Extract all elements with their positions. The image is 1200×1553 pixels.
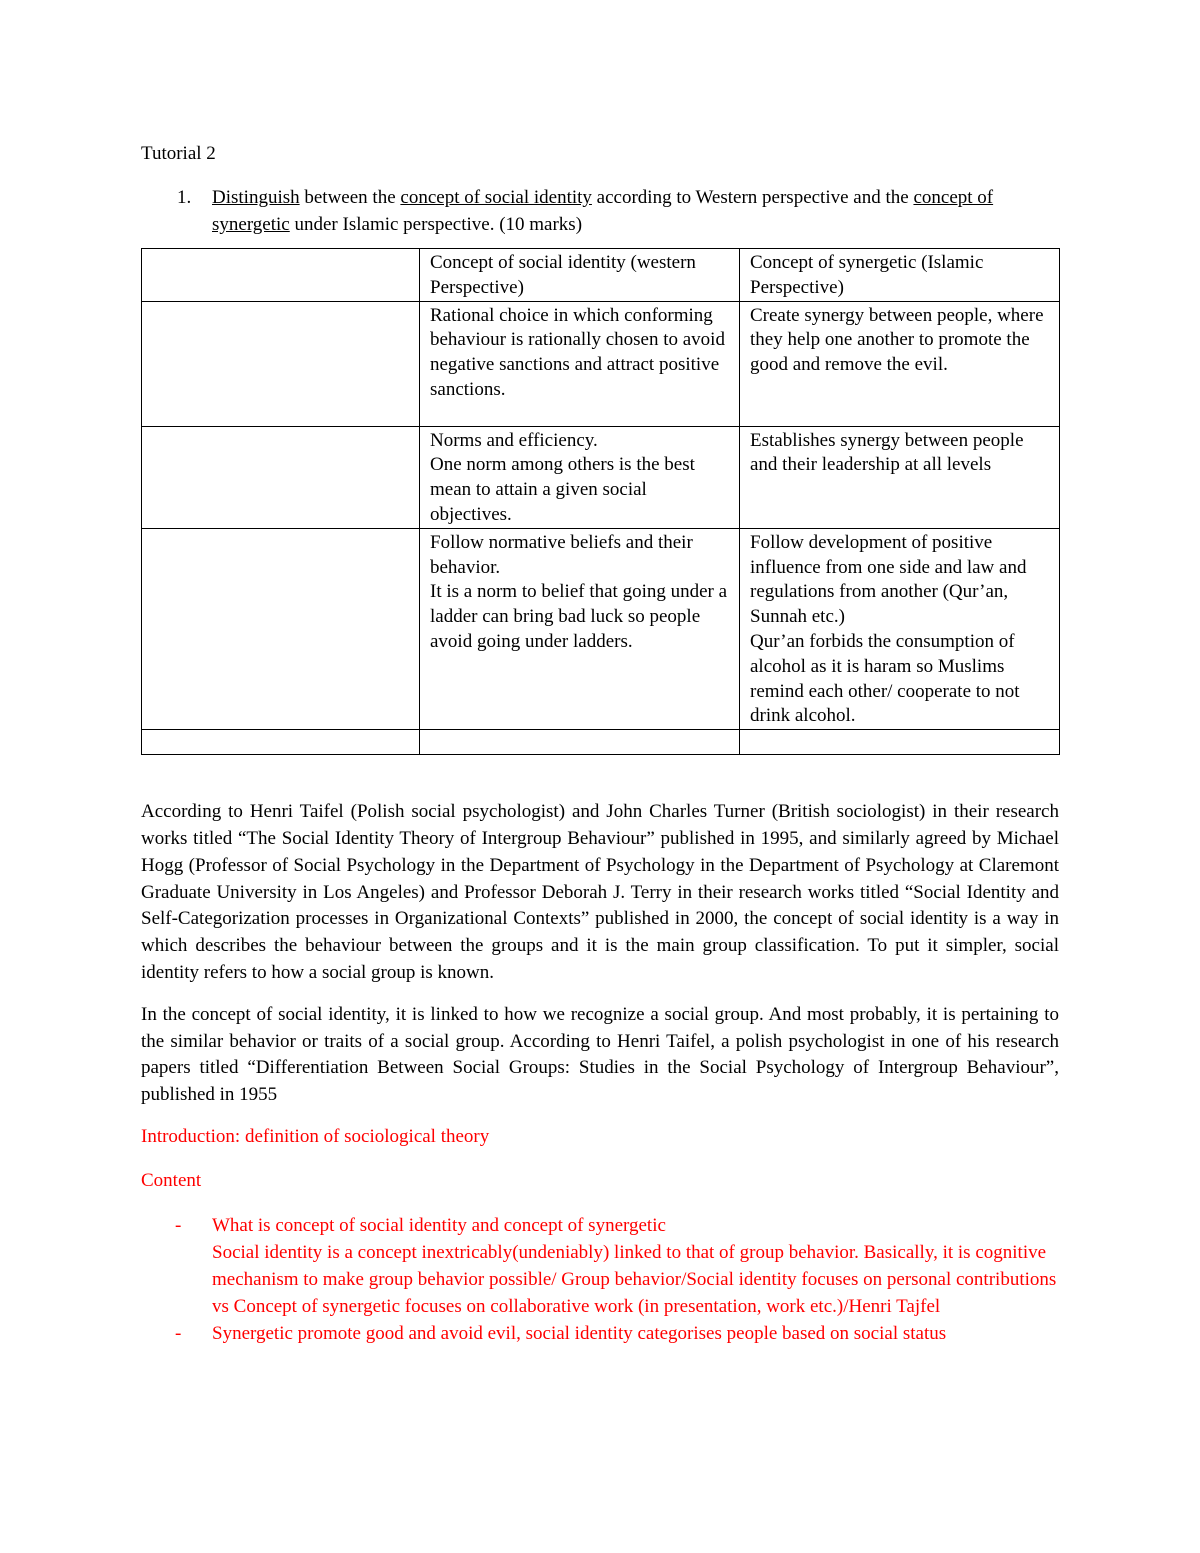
cell-text: Norms and efficiency. xyxy=(430,429,598,451)
bullet-line: Social identity is a concept inextricably(undeniably) linked to that of group behavior. Basically, it is cognitive mechanism to make group behavior possible/ Group behavior/Social identity focuses on personal contributions vs Concept of synergetic focuses on collaborative work (in presentation, work etc.)/Henri Tajfel xyxy=(212,1241,1057,1317)
comparison-table xyxy=(141,248,1060,755)
table-cell-blank xyxy=(420,730,740,755)
table-cell-blank xyxy=(142,426,420,528)
question-term-synergetic: concept of synergetic xyxy=(212,187,994,235)
bullet-line: What is concept of social identity and concept of synergetic xyxy=(212,1214,666,1236)
question-text-1: between the xyxy=(299,187,401,208)
table-cell-social-identity xyxy=(420,528,740,729)
cell-text: Follow normative beliefs and their behavior. xyxy=(430,531,693,578)
question-term-social-identity: concept of social identity xyxy=(400,187,592,208)
table-row xyxy=(142,426,1060,528)
table-cell-blank xyxy=(740,730,1060,755)
notes-introduction: Introduction: definition of sociological theory xyxy=(141,1125,490,1147)
cell-text: Rational choice in which conforming behaviour is rationally chosen to avoid negative sanctions and attract positive sanctions. xyxy=(430,304,725,400)
question-term-distinguish: Distinguish xyxy=(212,187,300,208)
table-header-synergetic: Concept of synergetic (Islamic Perspective) xyxy=(740,249,1060,302)
table-row xyxy=(142,301,1060,426)
cell-text: Establishes synergy between people and their leadership at all levels xyxy=(750,429,1024,476)
body-paragraph-1: According to Henri Taifel (Polish social psychologist) and John Charles Turner (British sociologist) in their research works titled “The Social Identity Theory of Intergroup Behaviour” published in 1995, and similarly agreed by Michael Hogg (Professor of Social Psychology in the Department of Psychology in the Department of Psychology at Claremont Graduate University in Los Angeles) and Professor Deborah J. Terry in their research works titled “Social Identity and Self-Categorization processes in Organizational Contexts” published in 2000, the concept of social identity is a way in which describes the behaviour between the groups and it is the main group classification. To put it simpler, social identity refers to how a social group is known. xyxy=(141,801,1059,983)
table-cell-synergetic xyxy=(740,528,1060,729)
list-item xyxy=(141,1212,1059,1320)
table-row xyxy=(142,528,1060,729)
document-page xyxy=(141,141,1059,1347)
table-cell-blank xyxy=(142,528,420,729)
cell-text: Follow development of positive influence from one side and law and regulations from another (Qur’an, Sunnah etc.) xyxy=(750,531,1027,628)
question-1 xyxy=(141,184,1059,238)
question-text-3: under Islamic perspective. (10 marks) xyxy=(289,214,583,235)
table-cell-synergetic xyxy=(740,301,1060,426)
table-header-cell-blank xyxy=(142,249,420,302)
question-number: 1. xyxy=(177,187,192,208)
table-row-empty xyxy=(142,730,1060,755)
cell-text: One norm among others is the best mean to attain a given social objectives. xyxy=(430,454,695,525)
question-text-2: according to Western perspective and the xyxy=(591,187,914,208)
body-paragraph-2: In the concept of social identity, it is linked to how we recognize a social group. And most probably, it is pertaining to the similar behavior or traits of a social group. According to Henri Taifel, a polish psychologist in one of his research papers titled “Differentiation Between Social Groups: Studies in the Social Psychology of Intergroup Behaviour”, published in 1955 xyxy=(141,1003,1059,1106)
cell-text: It is a norm to belief that going under a ladder can bring bad luck so people avoid going under ladders. xyxy=(430,581,728,652)
table-cell-blank xyxy=(142,730,420,755)
bullet-dash: - xyxy=(175,1214,182,1236)
notes-content-label: Content xyxy=(141,1169,202,1191)
cell-text: Qur’an forbids the consumption of alcohol as it is haram so Muslims remind each other/ cooperate to not drink alcohol. xyxy=(750,630,1020,727)
table-header-row xyxy=(142,249,1060,302)
document-title: Tutorial 2 xyxy=(141,143,216,164)
table-cell-blank xyxy=(142,301,420,426)
cell-text: Create synergy between people, where they help one another to promote the good and remove the evil. xyxy=(750,304,1044,376)
bullet-line: Synergetic promote good and avoid evil, social identity categorises people based on social status xyxy=(212,1322,947,1344)
bullet-dash: - xyxy=(175,1322,182,1344)
table-cell-social-identity xyxy=(420,301,740,426)
table-cell-synergetic xyxy=(740,426,1060,528)
notes-bullet-list xyxy=(141,1212,1059,1347)
list-item xyxy=(141,1320,1059,1347)
table-header-social-identity: Concept of social identity (western Perspective) xyxy=(420,249,740,302)
table-cell-social-identity xyxy=(420,426,740,528)
